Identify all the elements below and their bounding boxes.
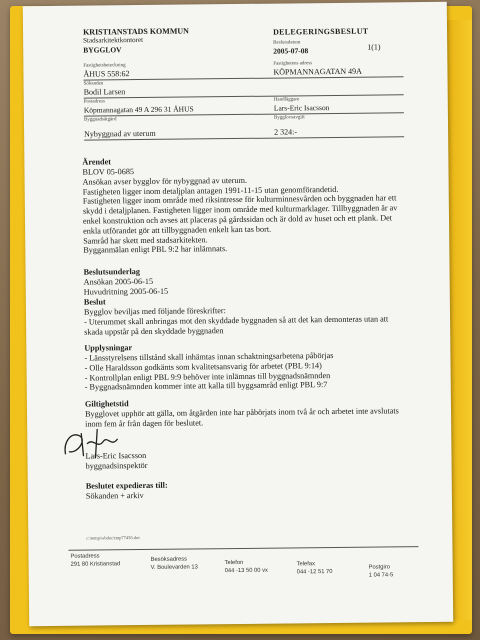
- applicant-label: Sökanden: [83, 81, 104, 87]
- field-divider: [84, 94, 404, 98]
- expedieras-text: [86, 491, 144, 501]
- text-line: - Byggnadsnämnden kommer inte att kalla till byggsamråd enligt PBL 9:7: [84, 380, 328, 392]
- section-heading-expedieras: Beslutet expedieras till:: [85, 480, 168, 491]
- text-line: Bygganmälan enligt PBL 9:2 har inlämnats.: [83, 244, 228, 255]
- file-path: c:\temp\wbdoc\tmp77458.doc: [86, 535, 141, 541]
- footer-besoksadress-label: Besöksadress: [150, 556, 188, 563]
- address-label: Fastighetens adress: [273, 61, 313, 67]
- footer-postadress-label: Postadress: [70, 553, 100, 560]
- section-heading-upplysningar: Upplysningar: [84, 343, 133, 353]
- text-line: Fastigheten ligger inom detaljplan antagen 1991-11-15 utan genomförandetid.: [82, 184, 339, 197]
- text-line: Bygglovet upphör att gälla, om åtgärden inte har påbörjats inom två år och arbetet inte avslutats: [84, 406, 399, 419]
- text-line: inom fem år från dagen för beslutet.: [85, 418, 204, 429]
- document-page: [23, 2, 453, 626]
- address-value: KÖPMANNAGATAN 49A: [273, 66, 362, 77]
- beslut-text: [84, 304, 389, 337]
- text-line: - Olle Haraldsson godkänts som kvalitetsansvarig för arbetet (PBL 9:14): [84, 360, 322, 373]
- underlag-text: [84, 277, 169, 297]
- footer-postgiro: 1 04 74-5: [368, 572, 394, 579]
- building-label: Byggnadsåtgärd: [83, 117, 117, 123]
- page-number: 1(1): [367, 42, 381, 52]
- upplysningar-text: [84, 351, 333, 393]
- section-heading-underlag: Beslutsunderlag: [83, 267, 141, 277]
- section-heading-giltighet: Giltighetstid: [84, 399, 129, 409]
- handler-value: Lars-Eric Isacsson: [273, 103, 330, 113]
- signer-name: Lars-Eric Isacsson: [85, 450, 147, 461]
- text-line: Ansökan 2005-06-15: [83, 276, 154, 287]
- text-line: Sökanden + arkiv: [85, 490, 144, 501]
- text-line: Bygglov beviljas med följande föreskrifter:: [83, 306, 226, 317]
- text-line: skydd i detaljplanen. Fastigheten ligger inom område med kulturmarklager. Tillbyggnaden är av: [82, 203, 398, 216]
- fee-label: Bygglovsavgift: [273, 115, 305, 121]
- field-divider: [84, 76, 404, 80]
- applicant-value: Bodil Larsen: [83, 87, 126, 97]
- handler-label: Handläggare: [273, 97, 300, 103]
- text-line: enkla utförandet gör att tillbyggnaden enkelt kan tas bort.: [83, 224, 272, 236]
- text-line: BLOV 05-0685: [82, 167, 135, 177]
- decision-date: 2005-07-08: [273, 46, 309, 56]
- text-line: Samråd har skett med stadsarkitekten.: [83, 234, 208, 246]
- footer-postadress: 291 80 Kristianstad: [70, 561, 121, 568]
- section-heading-beslut: Beslut: [83, 297, 106, 307]
- footer-telefon-label: Telefon: [224, 559, 244, 567]
- date-label: Beslutsdatum: [273, 40, 301, 46]
- text-line: Huvudritning 2005-06-15: [83, 286, 169, 297]
- footer-besoksadress: V. Boulevarden 13: [150, 564, 198, 571]
- postal-value: Köpmannagatan 49 A 296 31 ÅHUS: [83, 104, 194, 115]
- building-value: Nybyggnad av uterum: [84, 128, 156, 139]
- signer-title: byggnadsinspektör: [85, 460, 148, 471]
- unit: BYGGLOV: [83, 45, 122, 55]
- footer-telefax: 044 -12 51 70: [296, 569, 333, 576]
- footer-telefax-label: Telefax: [296, 561, 316, 568]
- property-label: Fastighetsbeteckning: [83, 63, 126, 69]
- text-line: enkel konstruktion och avses att placeras på gårdssidan och är dold av huset och ett plank. Det: [82, 213, 393, 226]
- footer-postgiro-label: Postgiro: [368, 564, 390, 571]
- text-line: - Kontrollplan enligt PBL 9:9 behöver inte inlämnas till byggnadsnämnden: [84, 370, 331, 383]
- footer-divider: [68, 546, 418, 551]
- org-name: KRISTIANSTADS KOMMUN: [82, 26, 189, 37]
- text-line: Fastigheten ligger inom område med riksintresse för kulturminnesvården och byggnaden har ett: [82, 193, 397, 207]
- footer-telefon: 044 -13 50 00 vx: [224, 567, 268, 575]
- text-line: - Uterummet skall anbringas mot den skyddade byggnaden så att det kan demonteras utan att: [84, 314, 389, 327]
- text-line: skada uppstår på den skyddade byggnaden: [84, 325, 224, 337]
- doc-type: DELEGERINGSBESLUT: [273, 26, 369, 37]
- postal-label: Postadress: [83, 99, 105, 105]
- section-heading-arende: Ärendet: [82, 157, 111, 167]
- property-value: ÅHUS 558:62: [83, 69, 130, 79]
- text-line: Ansökan avser bygglov för nybyggnad av uterum.: [82, 175, 248, 187]
- fee-value: 2 324:-: [274, 127, 298, 137]
- arende-text: [82, 164, 397, 255]
- department: Stadsarkitektkontoret: [83, 35, 144, 45]
- text-line: - Länsstyrelsens tillstånd skall inhämtas innan schaktningsarbetena påbörjas: [84, 351, 334, 363]
